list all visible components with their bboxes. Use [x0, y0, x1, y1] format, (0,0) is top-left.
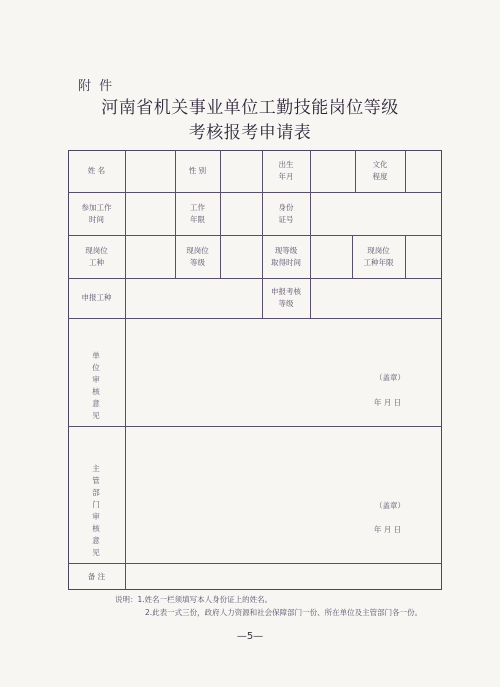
apply-grade-label-line1: 申报考核 — [271, 287, 301, 296]
notes — [115, 593, 422, 619]
grade-time-label-line1: 现等级 — [274, 245, 298, 255]
col-divider — [405, 235, 406, 278]
col-divider — [310, 235, 311, 278]
work-years-label-line2: 年限 — [190, 214, 205, 224]
remarks-label: 备 注 — [87, 571, 106, 581]
current-grade-label — [175, 235, 220, 278]
unit-seal-label: （盖章） — [375, 373, 405, 382]
dept-opinion-char: 部 — [92, 488, 100, 497]
grade-time-label-line2: 取得时间 — [271, 257, 301, 267]
dept-date-label: 年 月 日 — [373, 525, 402, 534]
unit-date-label: 年 月 日 — [373, 398, 402, 407]
dept-seal-label: （盖章） — [375, 501, 405, 510]
apply-grade-label — [262, 278, 310, 318]
dept-opinion-char: 见 — [92, 548, 100, 557]
unit-opinion-label — [88, 350, 104, 422]
current-post-years-label-line2: 工种年限 — [363, 257, 394, 267]
dept-opinion-label — [88, 463, 104, 559]
current-grade-label-line2: 等级 — [190, 257, 205, 267]
dept-opinion-char: 审 — [92, 512, 100, 521]
col-divider — [220, 235, 221, 278]
education-label-line1: 文化 — [372, 160, 388, 169]
unit-opinion-char: 意 — [92, 399, 100, 408]
id-number-label — [262, 192, 310, 235]
birth-label-line1: 出生 — [278, 160, 294, 169]
current-post-label — [68, 235, 125, 278]
apply-grade-label-line2: 等级 — [278, 299, 294, 308]
name-label: 姓 名 — [87, 166, 106, 175]
form-title-line1: 河南省机关事业单位工勤技能岗位等级 — [101, 98, 399, 118]
current-post-label-line1: 现岗位 — [85, 245, 108, 255]
education-label-line2: 程度 — [372, 172, 388, 181]
work-years-label — [175, 192, 220, 235]
work-start-label-line2: 时间 — [89, 214, 104, 224]
current-grade-label-line1: 现岗位 — [186, 245, 209, 255]
col-divider — [310, 192, 311, 235]
note-line-1: 说明：1.姓名一栏须填写本人身份证上的姓名。 — [115, 595, 273, 604]
current-post-years-label-line1: 现岗位 — [367, 245, 390, 255]
unit-opinion-char: 单 — [92, 351, 100, 360]
birth-label — [262, 150, 310, 192]
current-post-label-line2: 工种 — [89, 257, 104, 267]
unit-opinion-char: 核 — [92, 387, 100, 396]
education-label — [355, 150, 405, 192]
dept-opinion-char: 核 — [92, 524, 100, 533]
attachment-label: 附 件 — [78, 79, 115, 94]
page-number: —5— — [236, 631, 264, 642]
dept-opinion-char: 意 — [92, 536, 100, 545]
work-start-label-line1: 参加工作 — [81, 202, 112, 212]
col-divider — [310, 278, 311, 318]
work-years-label-line1: 工作 — [190, 202, 205, 212]
work-start-label — [68, 192, 125, 235]
col-divider — [405, 150, 406, 192]
current-post-years-label — [352, 235, 405, 278]
dept-opinion-char: 门 — [92, 500, 100, 509]
birth-label-line2: 年月 — [278, 172, 294, 181]
unit-opinion-char: 审 — [92, 375, 100, 384]
dept-opinion-char: 管 — [92, 476, 100, 485]
col-divider — [220, 150, 221, 192]
id-number-label-line2: 证号 — [278, 214, 294, 224]
gender-label: 性 别 — [188, 166, 207, 175]
unit-opinion-char: 见 — [92, 411, 100, 420]
col-divider — [220, 192, 221, 235]
form-title-line2: 考核报考申请表 — [188, 123, 312, 143]
apply-post-label: 申报工种 — [81, 293, 112, 302]
dept-opinion-char: 主 — [92, 464, 100, 473]
col-divider — [310, 150, 311, 192]
col-divider — [125, 150, 126, 590]
unit-opinion-char: 位 — [92, 363, 100, 372]
note-line-2: 2.此表一式三份，政府人力资源和社会保障部门一份、所在单位及主管部门各一份。 — [145, 608, 423, 617]
id-number-label-line1: 身份 — [278, 202, 294, 212]
grade-time-label — [262, 235, 310, 278]
